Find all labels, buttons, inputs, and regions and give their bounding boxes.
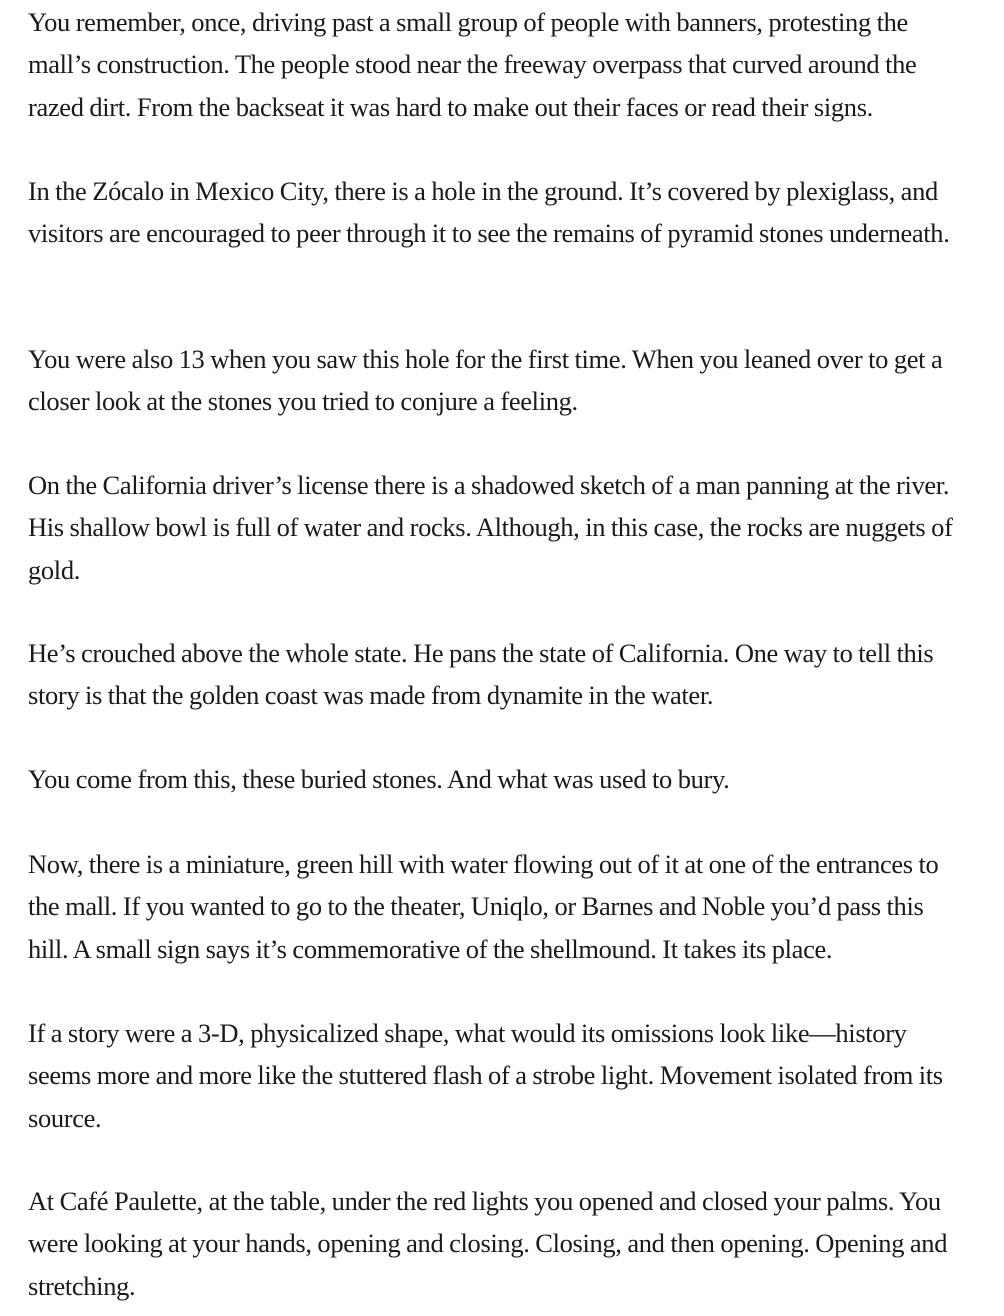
paragraph-green-hill: Now, there is a miniature, green hill with water flowing out of it at one of the entrances to the mall. If you wanted to go to the theater, Uniqlo, or Barnes and Noble you’d pass this hill. A small sign says it’s commemorative of the shellmound. It takes its place. xyxy=(28,849,939,964)
paragraph-pans-california: He’s crouched above the whole state. He pans the state of California. One way to tell this story is that the golden coast was made from dynamite in the water. xyxy=(28,638,934,711)
paragraph-cafe-paulette: At Café Paulette, at the table, under the red lights you opened and closed your palms. You were looking at your hands, opening and closing. Closing, and then opening. Opening and stretching. xyxy=(28,1186,948,1301)
paragraph-mall-protest: You remember, once, driving past a small group of people with banners, protesting the mall’s construction. The people stood near the freeway overpass that curved around the razed dirt. From the backseat it was hard to make out their faces or read their signs. xyxy=(28,7,917,122)
paragraph-story-shape: If a story were a 3-D, physicalized shape, what would its omissions look like—history seems more and more like the stuttered flash of a strobe light. Movement isolated from its source. xyxy=(28,1018,943,1133)
paragraph-drivers-license: On the California driver’s license there is a shadowed sketch of a man panning at the river. His shallow bowl is full of water and rocks. Although, in this case, the rocks are nuggets of gold. xyxy=(28,470,953,585)
paragraph-zocalo-hole: In the Zócalo in Mexico City, there is a hole in the ground. It’s covered by plexiglass, and visitors are encouraged to peer through it to see the remains of pyramid stones underneath. xyxy=(28,176,950,249)
paragraph-age-13: You were also 13 when you saw this hole for the first time. When you leaned over to get a closer look at the stones you tried to conjure a feeling. xyxy=(28,344,943,417)
paragraph-buried-stones: You come from this, these buried stones. And what was used to bury. xyxy=(28,764,730,794)
